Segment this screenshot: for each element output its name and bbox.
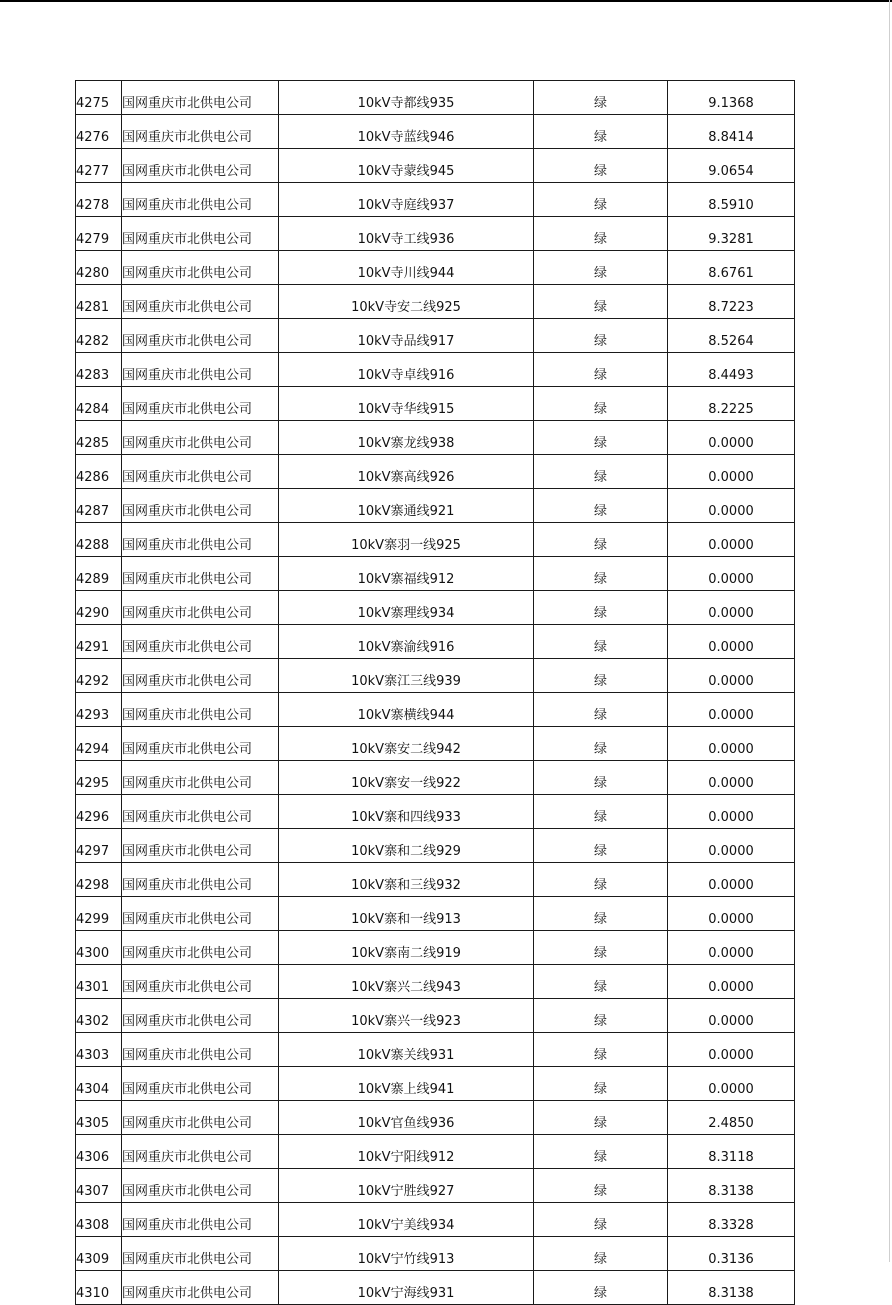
row-number: 4281 [76, 285, 122, 319]
color-status-cell: 绿 [534, 1135, 668, 1169]
row-number: 4307 [76, 1169, 122, 1203]
line-name-cell: 10kV寨兴一线923 [279, 999, 534, 1033]
color-status-cell: 绿 [534, 285, 668, 319]
table-row [76, 557, 795, 591]
value-cell: 0.0000 [668, 591, 795, 625]
company-cell: 国网重庆市北供电公司 [122, 1067, 279, 1101]
table-row [76, 285, 795, 319]
value-cell: 0.0000 [668, 625, 795, 659]
value-cell: 0.0000 [668, 455, 795, 489]
row-number: 4304 [76, 1067, 122, 1101]
line-name-cell: 10kV寨安一线922 [279, 761, 534, 795]
row-number: 4285 [76, 421, 122, 455]
company-cell: 国网重庆市北供电公司 [122, 693, 279, 727]
table-row [76, 1271, 795, 1305]
value-cell: 8.8414 [668, 115, 795, 149]
line-name-cell: 10kV寨理线934 [279, 591, 534, 625]
line-name-cell: 10kV寨高线926 [279, 455, 534, 489]
page-right-edge [889, 0, 890, 1262]
color-status-cell: 绿 [534, 489, 668, 523]
table-body [76, 81, 795, 1305]
line-name-cell: 10kV宁美线934 [279, 1203, 534, 1237]
color-status-cell: 绿 [534, 353, 668, 387]
table-row [76, 693, 795, 727]
value-cell: 8.5264 [668, 319, 795, 353]
value-cell: 8.3118 [668, 1135, 795, 1169]
line-name-cell: 10kV寨羽一线925 [279, 523, 534, 557]
company-cell: 国网重庆市北供电公司 [122, 489, 279, 523]
row-number: 4310 [76, 1271, 122, 1305]
company-cell: 国网重庆市北供电公司 [122, 965, 279, 999]
row-number: 4276 [76, 115, 122, 149]
row-number: 4295 [76, 761, 122, 795]
table-row [76, 251, 795, 285]
company-cell: 国网重庆市北供电公司 [122, 557, 279, 591]
value-cell: 8.3138 [668, 1271, 795, 1305]
value-cell: 0.0000 [668, 965, 795, 999]
line-name-cell: 10kV宁海线931 [279, 1271, 534, 1305]
line-name-cell: 10kV寺华线915 [279, 387, 534, 421]
color-status-cell: 绿 [534, 319, 668, 353]
table-row [76, 965, 795, 999]
line-name-cell: 10kV寨上线941 [279, 1067, 534, 1101]
company-cell: 国网重庆市北供电公司 [122, 1101, 279, 1135]
row-number: 4301 [76, 965, 122, 999]
row-number: 4309 [76, 1237, 122, 1271]
value-cell: 0.0000 [668, 1067, 795, 1101]
row-number: 4308 [76, 1203, 122, 1237]
company-cell: 国网重庆市北供电公司 [122, 285, 279, 319]
line-name-cell: 10kV寨通线921 [279, 489, 534, 523]
color-status-cell: 绿 [534, 1237, 668, 1271]
row-number: 4291 [76, 625, 122, 659]
table-row [76, 1203, 795, 1237]
row-number: 4286 [76, 455, 122, 489]
table-row [76, 319, 795, 353]
value-cell: 8.3328 [668, 1203, 795, 1237]
company-cell: 国网重庆市北供电公司 [122, 625, 279, 659]
row-number: 4280 [76, 251, 122, 285]
row-number: 4293 [76, 693, 122, 727]
value-cell: 0.0000 [668, 489, 795, 523]
company-cell: 国网重庆市北供电公司 [122, 829, 279, 863]
color-status-cell: 绿 [534, 1271, 668, 1305]
table-row [76, 1135, 795, 1169]
row-number: 4284 [76, 387, 122, 421]
line-name-cell: 10kV寨安二线942 [279, 727, 534, 761]
table-row [76, 183, 795, 217]
line-name-cell: 10kV寨渝线916 [279, 625, 534, 659]
company-cell: 国网重庆市北供电公司 [122, 1135, 279, 1169]
company-cell: 国网重庆市北供电公司 [122, 761, 279, 795]
color-status-cell: 绿 [534, 795, 668, 829]
color-status-cell: 绿 [534, 387, 668, 421]
company-cell: 国网重庆市北供电公司 [122, 591, 279, 625]
row-number: 4296 [76, 795, 122, 829]
value-cell: 0.0000 [668, 659, 795, 693]
line-name-cell: 10kV寺安二线925 [279, 285, 534, 319]
row-number: 4294 [76, 727, 122, 761]
line-name-cell: 10kV宁竹线913 [279, 1237, 534, 1271]
value-cell: 0.0000 [668, 999, 795, 1033]
color-status-cell: 绿 [534, 1203, 668, 1237]
value-cell: 8.2225 [668, 387, 795, 421]
company-cell: 国网重庆市北供电公司 [122, 523, 279, 557]
color-status-cell: 绿 [534, 829, 668, 863]
color-status-cell: 绿 [534, 693, 668, 727]
value-cell: 9.3281 [668, 217, 795, 251]
value-cell: 8.5910 [668, 183, 795, 217]
table-row [76, 931, 795, 965]
line-name-cell: 10kV寨兴二线943 [279, 965, 534, 999]
company-cell: 国网重庆市北供电公司 [122, 999, 279, 1033]
color-status-cell: 绿 [534, 115, 668, 149]
color-status-cell: 绿 [534, 1033, 668, 1067]
table-row [76, 795, 795, 829]
value-cell: 8.6761 [668, 251, 795, 285]
table-row [76, 523, 795, 557]
company-cell: 国网重庆市北供电公司 [122, 795, 279, 829]
line-name-cell: 10kV寨龙线938 [279, 421, 534, 455]
row-number: 4306 [76, 1135, 122, 1169]
table-row [76, 1033, 795, 1067]
line-name-cell: 10kV寨和一线913 [279, 897, 534, 931]
row-number: 4299 [76, 897, 122, 931]
value-cell: 0.0000 [668, 931, 795, 965]
table-row [76, 1101, 795, 1135]
color-status-cell: 绿 [534, 251, 668, 285]
table-row [76, 115, 795, 149]
color-status-cell: 绿 [534, 761, 668, 795]
row-number: 4292 [76, 659, 122, 693]
color-status-cell: 绿 [534, 1169, 668, 1203]
table-row [76, 1067, 795, 1101]
value-cell: 0.0000 [668, 727, 795, 761]
table-row [76, 387, 795, 421]
value-cell: 9.0654 [668, 149, 795, 183]
color-status-cell: 绿 [534, 149, 668, 183]
value-cell: 2.4850 [668, 1101, 795, 1135]
line-name-cell: 10kV寺庭线937 [279, 183, 534, 217]
table-row [76, 727, 795, 761]
line-name-cell: 10kV宁胜线927 [279, 1169, 534, 1203]
line-name-cell: 10kV寺蓝线946 [279, 115, 534, 149]
line-name-cell: 10kV寨横线944 [279, 693, 534, 727]
row-number: 4303 [76, 1033, 122, 1067]
line-name-cell: 10kV寨和四线933 [279, 795, 534, 829]
table-row [76, 489, 795, 523]
company-cell: 国网重庆市北供电公司 [122, 421, 279, 455]
value-cell: 0.3136 [668, 1237, 795, 1271]
company-cell: 国网重庆市北供电公司 [122, 455, 279, 489]
table-row [76, 659, 795, 693]
value-cell: 0.0000 [668, 557, 795, 591]
row-number: 4277 [76, 149, 122, 183]
table-row [76, 829, 795, 863]
line-name-cell: 10kV寺都线935 [279, 81, 534, 115]
page-top-border [0, 0, 892, 2]
value-cell: 0.0000 [668, 523, 795, 557]
line-name-cell: 10kV寨福线912 [279, 557, 534, 591]
company-cell: 国网重庆市北供电公司 [122, 1203, 279, 1237]
line-name-cell: 10kV宁阳线912 [279, 1135, 534, 1169]
company-cell: 国网重庆市北供电公司 [122, 1033, 279, 1067]
table-row [76, 863, 795, 897]
table-row [76, 421, 795, 455]
line-name-cell: 10kV官鱼线936 [279, 1101, 534, 1135]
table-row [76, 149, 795, 183]
line-name-cell: 10kV寺川线944 [279, 251, 534, 285]
line-name-cell: 10kV寺卓线916 [279, 353, 534, 387]
company-cell: 国网重庆市北供电公司 [122, 319, 279, 353]
line-name-cell: 10kV寺工线936 [279, 217, 534, 251]
color-status-cell: 绿 [534, 523, 668, 557]
value-cell: 8.7223 [668, 285, 795, 319]
line-name-cell: 10kV寨和三线932 [279, 863, 534, 897]
company-cell: 国网重庆市北供电公司 [122, 81, 279, 115]
color-status-cell: 绿 [534, 421, 668, 455]
row-number: 4282 [76, 319, 122, 353]
data-table [75, 80, 795, 1305]
row-number: 4278 [76, 183, 122, 217]
color-status-cell: 绿 [534, 999, 668, 1033]
company-cell: 国网重庆市北供电公司 [122, 659, 279, 693]
row-number: 4287 [76, 489, 122, 523]
line-name-cell: 10kV寨关线931 [279, 1033, 534, 1067]
line-name-cell: 10kV寨南二线919 [279, 931, 534, 965]
row-number: 4300 [76, 931, 122, 965]
table-row [76, 625, 795, 659]
line-name-cell: 10kV寨江三线939 [279, 659, 534, 693]
table-row [76, 217, 795, 251]
company-cell: 国网重庆市北供电公司 [122, 897, 279, 931]
color-status-cell: 绿 [534, 591, 668, 625]
table-row [76, 1237, 795, 1271]
color-status-cell: 绿 [534, 863, 668, 897]
company-cell: 国网重庆市北供电公司 [122, 863, 279, 897]
row-number: 4297 [76, 829, 122, 863]
company-cell: 国网重庆市北供电公司 [122, 1237, 279, 1271]
company-cell: 国网重庆市北供电公司 [122, 217, 279, 251]
value-cell: 9.1368 [668, 81, 795, 115]
row-number: 4290 [76, 591, 122, 625]
row-number: 4302 [76, 999, 122, 1033]
value-cell: 0.0000 [668, 693, 795, 727]
table-row [76, 897, 795, 931]
color-status-cell: 绿 [534, 931, 668, 965]
company-cell: 国网重庆市北供电公司 [122, 353, 279, 387]
table-row [76, 999, 795, 1033]
color-status-cell: 绿 [534, 897, 668, 931]
company-cell: 国网重庆市北供电公司 [122, 1169, 279, 1203]
value-cell: 0.0000 [668, 897, 795, 931]
line-name-cell: 10kV寺品线917 [279, 319, 534, 353]
company-cell: 国网重庆市北供电公司 [122, 387, 279, 421]
company-cell: 国网重庆市北供电公司 [122, 931, 279, 965]
company-cell: 国网重庆市北供电公司 [122, 115, 279, 149]
company-cell: 国网重庆市北供电公司 [122, 149, 279, 183]
value-cell: 0.0000 [668, 795, 795, 829]
color-status-cell: 绿 [534, 557, 668, 591]
company-cell: 国网重庆市北供电公司 [122, 183, 279, 217]
value-cell: 0.0000 [668, 421, 795, 455]
color-status-cell: 绿 [534, 659, 668, 693]
table-row [76, 761, 795, 795]
company-cell: 国网重庆市北供电公司 [122, 727, 279, 761]
value-cell: 8.3138 [668, 1169, 795, 1203]
value-cell: 0.0000 [668, 863, 795, 897]
color-status-cell: 绿 [534, 183, 668, 217]
value-cell: 0.0000 [668, 761, 795, 795]
table-row [76, 81, 795, 115]
color-status-cell: 绿 [534, 1101, 668, 1135]
color-status-cell: 绿 [534, 625, 668, 659]
row-number: 4279 [76, 217, 122, 251]
row-number: 4305 [76, 1101, 122, 1135]
row-number: 4289 [76, 557, 122, 591]
color-status-cell: 绿 [534, 217, 668, 251]
table-row [76, 455, 795, 489]
value-cell: 8.4493 [668, 353, 795, 387]
color-status-cell: 绿 [534, 1067, 668, 1101]
color-status-cell: 绿 [534, 81, 668, 115]
table-row [76, 591, 795, 625]
color-status-cell: 绿 [534, 727, 668, 761]
row-number: 4275 [76, 81, 122, 115]
row-number: 4288 [76, 523, 122, 557]
color-status-cell: 绿 [534, 455, 668, 489]
company-cell: 国网重庆市北供电公司 [122, 251, 279, 285]
table-row [76, 353, 795, 387]
line-name-cell: 10kV寺蒙线945 [279, 149, 534, 183]
company-cell: 国网重庆市北供电公司 [122, 1271, 279, 1305]
value-cell: 0.0000 [668, 1033, 795, 1067]
row-number: 4283 [76, 353, 122, 387]
color-status-cell: 绿 [534, 965, 668, 999]
table-row [76, 1169, 795, 1203]
row-number: 4298 [76, 863, 122, 897]
value-cell: 0.0000 [668, 829, 795, 863]
line-name-cell: 10kV寨和二线929 [279, 829, 534, 863]
